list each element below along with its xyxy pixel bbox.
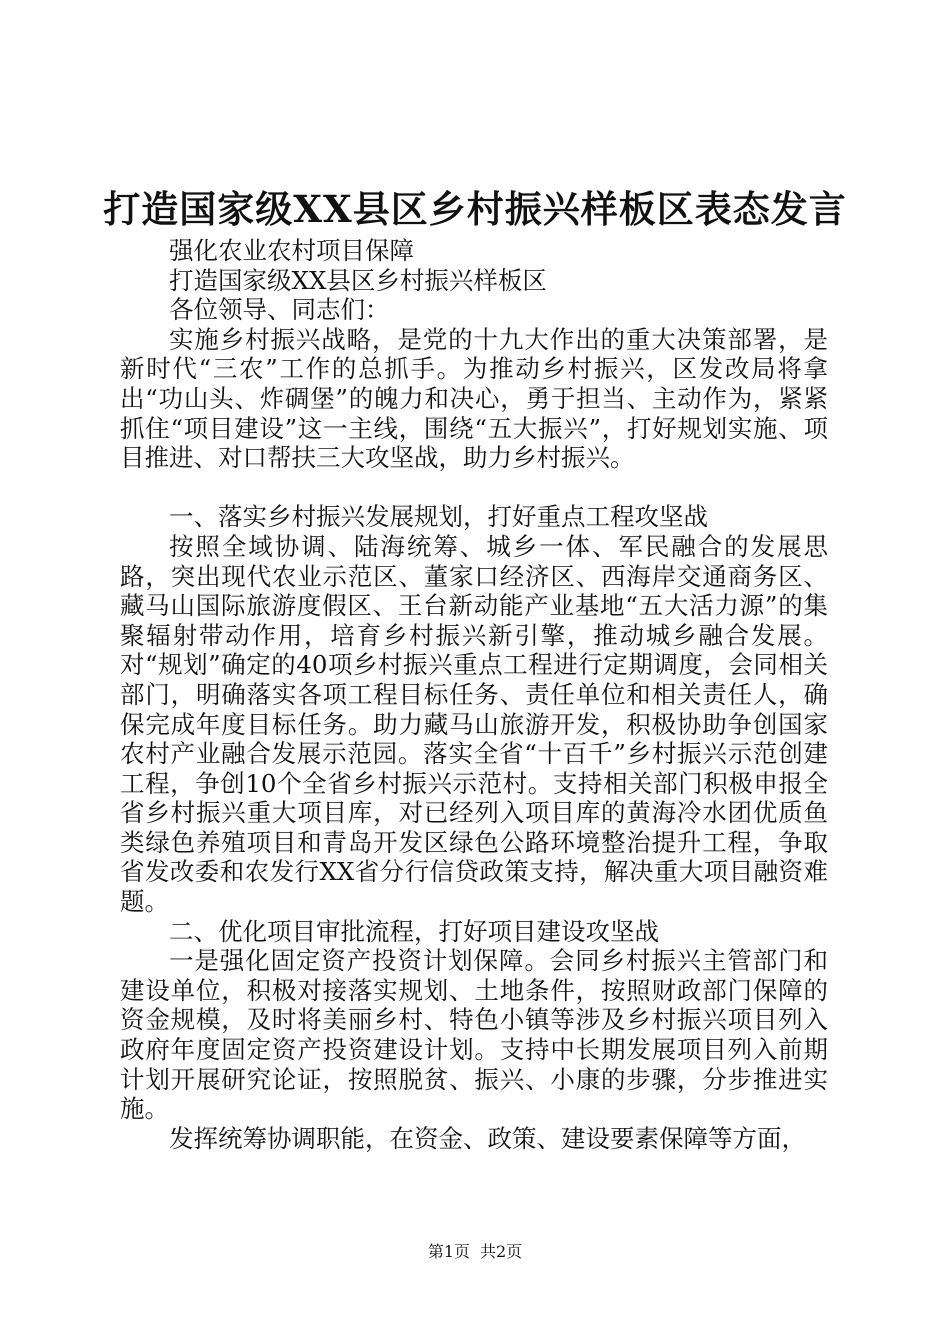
intro-paragraph: 实施乡村振兴战略，是党的十九大作出的重大决策部署，是新时代“三农”工作的总抓手。为推动乡村振兴，区发改局将拿出“功山头、炸碉堡”的魄力和决心，勇于担当、主动作为，紧紧抓住“项目建设”这一主线，围绕“五大振兴”，打好规划实施、项目推进、对口帮扶三大攻坚战，助力乡村振兴。 xyxy=(120,324,828,473)
body-paragraph: 一是强化固定资产投资计划保障。会同乡村振兴主管部门和建设单位，积极对接落实规划、土地条件，按照财政部门保障的资金规模，及时将美丽乡村、特色小镇等涉及乡村振兴项目列入政府年度固定资产投资建设计划。支持中长期发展项目列入前期计划开展研究论证，按照脱贫、振兴、小康的步骤，分步推进实施。 xyxy=(120,946,828,1124)
page-number: 第1页 xyxy=(427,1242,470,1261)
section-heading: 一、落实乡村振兴发展规划，打好重点工程攻坚战 xyxy=(169,502,708,532)
document-title: 打造国家级XX县区乡村振兴样板区表态发言 xyxy=(103,187,847,231)
page-total: 共2页 xyxy=(480,1242,523,1261)
body-paragraph: 按照全域协调、陆海统筹、城乡一体、军民融合的发展思路，突出现代农业示范区、董家口经济区、西海岸交通商务区、藏马山国际旅游度假区、王台新动能产业基地“五大活力源”的集聚辐射带动作用，培育乡村振兴新引擎，推动城乡融合发展。对“规划”确定的40项乡村振兴重点工程进行定期调度，会同相关部门，明确落实各项工程目标任务、责任单位和相关责任人，确保完成年度目标任务。助力藏马山旅游开发，积极协助争创国家农村产业融合发展示范园。落实全省“十百千”乡村振兴示范创建工程，争创10个全省乡村振兴示范村。支持相关部门积极申报全省乡村振兴重大项目库，对已经列入项目库的黄海冷水团优质鱼类绿色养殖项目和青岛开发区绿色公路环境整治提升工程，争取省发改委和农发行XX省分行信贷政策支持，解决重大项目融资难题。 xyxy=(120,531,828,917)
salutation: 各位领导、同志们： xyxy=(169,295,390,325)
section-heading: 二、优化项目审批流程，打好项目建设攻坚战 xyxy=(169,916,659,946)
document-body xyxy=(120,236,828,1153)
page-footer xyxy=(0,1242,950,1262)
subtitle-line: 打造国家级XX县区乡村振兴样板区 xyxy=(169,265,547,295)
body-paragraph: 发挥统筹协调职能，在资金、政策、建设要素保障等方面， xyxy=(169,1123,806,1153)
subtitle-line: 强化农业农村项目保障 xyxy=(169,236,414,265)
